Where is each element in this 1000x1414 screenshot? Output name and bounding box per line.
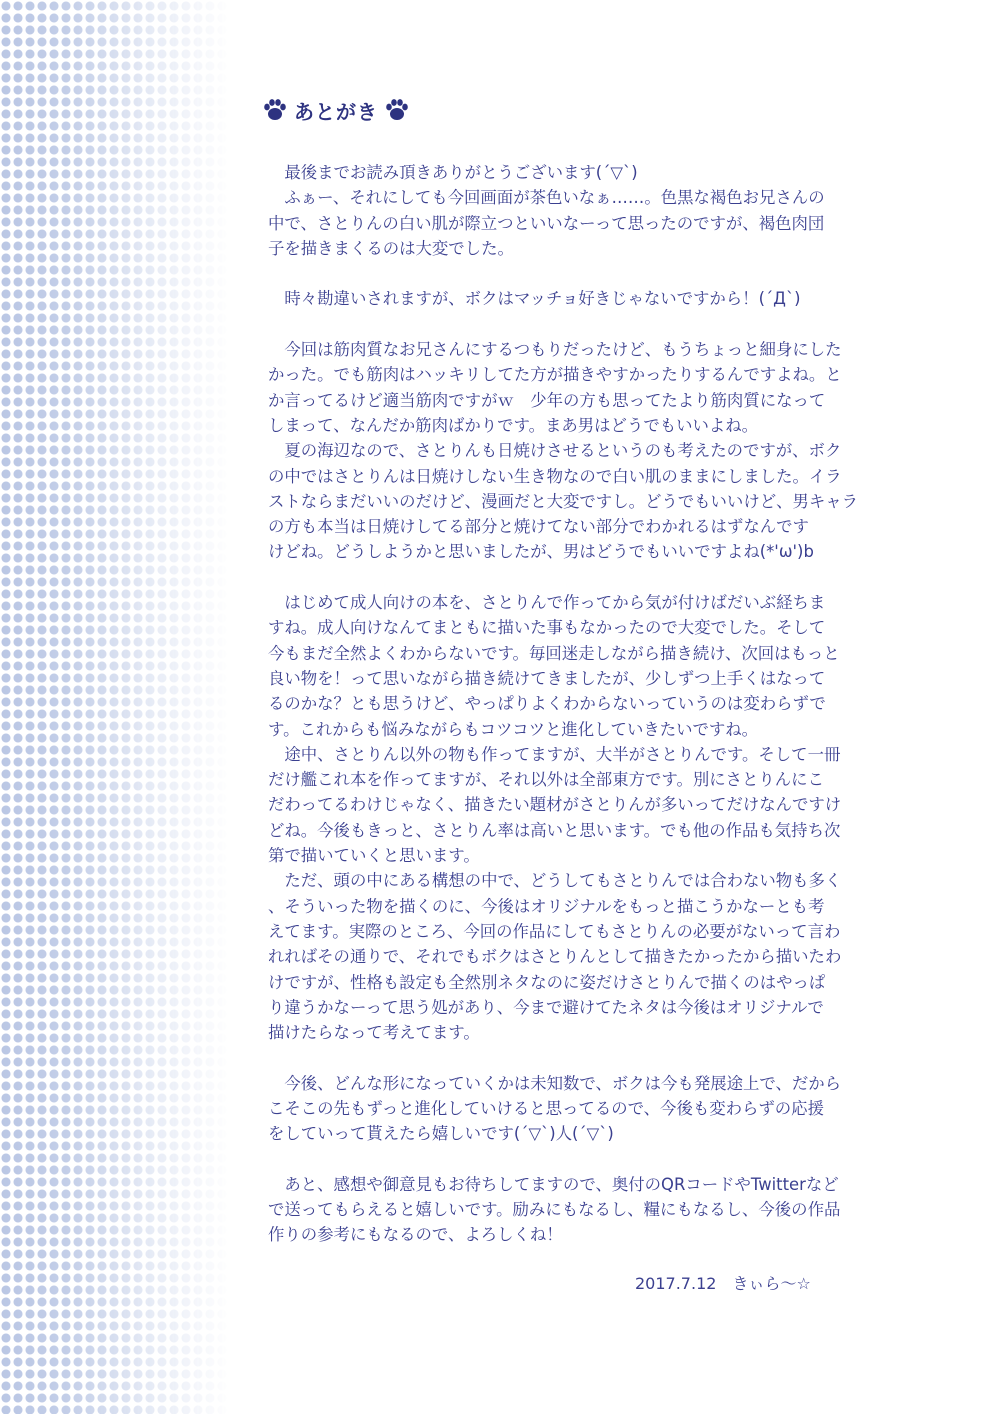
text-line: 作りの参考にもなるので、よろしくね！ (268, 1225, 563, 1245)
page-title: あとがき (294, 99, 378, 124)
text-line: の方も本当は日焼けしてる部分と焼けてない部分でわかれるはずなんです (268, 517, 809, 537)
text-line: るのかな？とも思うけど、やっぱりよくわからないっていうのは変わらずで (268, 694, 826, 714)
signature-line (635, 1271, 811, 1294)
text-line: 夏の海辺なので、さとりんも日焼けさせるというのも考えたのですが、ボク (268, 441, 842, 461)
text-line: ふぁー、それにしても今回画面が茶色いなぁ……。色黒な褐色お兄さんの (268, 188, 825, 208)
text-line: か言ってるけど適当筋肉ですがｗ 少年の方も思ってたより筋肉質になって (268, 390, 826, 410)
text-line: れればその通りで、それでもボクはさとりんとして描きたかったから描いたわ (268, 947, 842, 967)
paragraph-gap (268, 1045, 868, 1070)
afterword-body (268, 160, 868, 1248)
text-line: 子を描きまくるのは大変でした。 (268, 238, 514, 258)
text-line: あと、感想や御意見もお待ちしてますので、奥付のQRコードやTwitterなど (268, 1174, 839, 1194)
text-line: 、そういった物を描くのに、今後はオリジナルをもっと描こうかなーとも考 (268, 896, 825, 916)
paragraph-gap (268, 312, 868, 337)
text-line: 途中、さとりん以外の物も作ってますが、大半がさとりんです。そして一冊 (268, 744, 841, 764)
text-line: だけ艦これ本を作ってますが、それ以外は全部東方です。別にさとりんにこ (268, 770, 824, 790)
text-line: 中で、さとりんの白い肌が際立つといいなーって思ったのですが、褐色肉団 (268, 213, 825, 233)
text-line: はじめて成人向けの本を、さとりんで作ってから気が付けばだいぶ経ちま (268, 593, 826, 613)
text-line: けどね。どうしようかと思いましたが、男はどうでもいいですよね(*'ω')b (268, 542, 814, 562)
paragraph-gap (268, 1147, 868, 1172)
text-line: をしていって貰えたら嬉しいです(´▽`)人(´▽`) (268, 1124, 614, 1144)
text-line: すね。成人向けなんてまともに描いた事もなかったので大変でした。そして (268, 618, 826, 638)
paw-print-icon (384, 97, 410, 123)
paw-print-icon (262, 97, 288, 123)
text-line: かった。でも筋肉はハッキリしてた方が描きやすかったりするんですよね。と (268, 365, 842, 385)
text-line: ただ、頭の中にある構想の中で、どうしてもさとりんでは合わない物も多く (268, 871, 842, 891)
text-line: の中ではさとりんは日焼けしない生き物なので白い肌のままにしました。イラ (268, 466, 842, 486)
text-line: 最後までお読み頂きありがとうございます(´▽`) (268, 163, 638, 182)
text-line: 今もまだ全然よくわからないです。毎回迷走しながら描き続け、次回はもっと (268, 643, 840, 663)
text-line: どね。今後もきっと、さとりん率は高いと思います。でも他の作品も気持ち次 (268, 820, 841, 840)
text-line: えてます。実際のところ、今回の作品にしてもさとりんの必要がないって言わ (268, 921, 841, 941)
paragraph-gap (268, 261, 868, 286)
text-line: 第で描いていくと思います。 (268, 846, 480, 866)
text-line: けですが、性格も設定も全然別ネタなのに姿だけさとりんで描くのはやっぱ (268, 972, 826, 992)
signature-author: きぃら～☆ (732, 1274, 811, 1293)
text-line: で送ってもらえると嬉しいです。励みにもなるし、糧にもなるし、今後の作品 (268, 1200, 841, 1220)
text-line: 今後、どんな形になっていくかは未知数で、ボクは今も発展途上で、だから (268, 1073, 842, 1093)
signature-date: 2017.7.12 (635, 1274, 717, 1293)
afterword-heading (262, 92, 410, 128)
text-line: ストならまだいいのだけど、漫画だと大変ですし。どうでもいいけど、男キャラ (268, 491, 859, 511)
text-line: 描けたらなって考えてます。 (268, 1023, 480, 1043)
paragraph-gap (268, 565, 868, 590)
text-line: こそこの先もずっと進化していけると思ってるので、今後も変わらずの応援 (268, 1098, 824, 1118)
text-line: しまって、なんだか筋肉ばかりです。まあ男はどうでもいいよね。 (268, 415, 759, 435)
text-line: 良い物を！って思いながら描き続けてきましたが、少しずつ上手くはなって (268, 668, 826, 688)
text-line: だわってるわけじゃなく、描きたい題材がさとりんが多いってだけなんですけ (268, 795, 842, 815)
text-line: 今回は筋肉質なお兄さんにするつもりだったけど、もうちょっと細身にした (268, 340, 842, 360)
text-line: す。これからも悩みながらもコツコツと進化していきたいですね。 (268, 719, 759, 739)
text-line: り違うかなーって思う処があり、今まで避けてたネタは今後はオリジナルで (268, 997, 824, 1017)
text-line: 時々勘違いされますが、ボクはマッチョ好きじゃないですから！(´Д`) (268, 289, 801, 309)
dot-pattern-border (0, 0, 230, 1414)
